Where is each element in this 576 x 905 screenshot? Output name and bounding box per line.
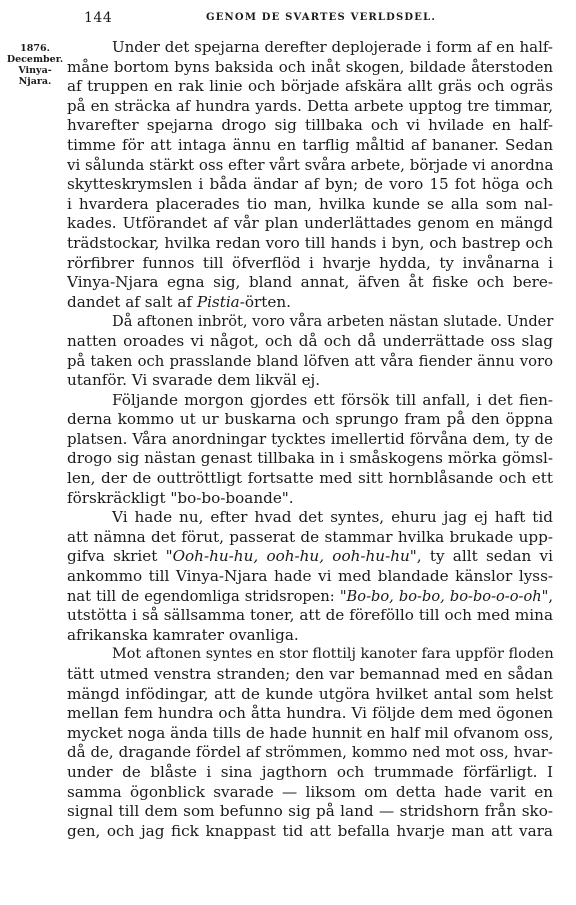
text-line: ankommo till Vinya-Njara hade vi med blandade känslor lyss- <box>67 567 553 586</box>
body-text <box>67 38 553 841</box>
text-line <box>67 587 553 607</box>
text-line <box>67 293 553 313</box>
text-line: under de blåste i sina jagthorn och trummade förfärligt. I <box>67 762 553 781</box>
text-line: Mot aftonen syntes en stor flottilj kanoter fara uppför floden <box>112 646 554 663</box>
text-line: Vi hade nu, efter hvad det syntes, ehuru jag ej haft tid <box>112 508 553 527</box>
text-line: natten oroades vi något, och då och då underrättade oss slag <box>67 331 553 350</box>
text-line: utstötta i så sällsamma toner, att de föreföllo till och med mina <box>67 606 553 625</box>
margin-note-month: December. <box>6 54 64 65</box>
text-line: signal till dem som befunno sig på land — stridshorn från sko- <box>67 802 553 821</box>
page-number: 144 <box>84 10 113 26</box>
text-line: Under det spejarna derefter deplojerade i form af en half- <box>112 38 553 56</box>
text-line: Då aftonen inbröt, voro våra arbeten nästan slutade. Under <box>112 313 554 331</box>
text-line: hvarefter spejarna drogo sig tillbaka och vi hvilade en half- <box>67 116 553 135</box>
text-line: len, der de outtröttligt fortsatte med sitt hornblåsande och ett <box>67 469 553 488</box>
text-line: gen, och jag fick knappast tid att befalla hvarje man att vara <box>67 821 553 840</box>
text-line: Vinya-Njara egna sig, bland annat, äfven åt fiske och bere- <box>67 273 553 292</box>
italic-segment: Pistia <box>196 292 240 311</box>
text-line: att nämna det förut, passerat de stammar hvilka brukade upp- <box>67 527 553 546</box>
text-line: i hvardera placerades tio man, hvilka kunde se alla som nal- <box>67 194 553 213</box>
text-line: rörfibrer funnos till öfverflöd i hvarje hydda, ty invånarna i <box>67 253 553 272</box>
running-title: GENOM DE SVARTES VERLDSDEL. <box>206 12 437 23</box>
text-line: af truppen en rak linie och började afskära allt gräs och ogräs <box>67 77 553 96</box>
text-segment: nat till de egendomliga stridsropen: <box>67 587 340 605</box>
text-line <box>67 547 553 567</box>
margin-note-place: Vinya- <box>18 65 52 76</box>
text-line: skytteskrymslen i båda ändar af byn; de voro 15 fot höga och <box>67 175 553 194</box>
text-line: vi sålunda stärkt oss efter vårt svåra arbete, började vi anordna <box>67 155 554 174</box>
text-line: samma ögonblick svarade — liksom om detta hade varit en <box>67 782 553 801</box>
margin-note-place-cont: Njara. <box>18 76 52 87</box>
text-line: mellan fem hundra och åtta hundra. Vi följde dem med ögonen <box>67 704 553 723</box>
text-line: förskräckligt "bo-bo-boande". <box>67 488 294 507</box>
margin-note <box>2 43 68 87</box>
text-line: tätt utmed venstra stranden; den var bemannad med en sådan <box>67 665 553 683</box>
text-line: mängd infödingar, att de kunde utgöra hvilket antal som helst <box>67 684 553 703</box>
text-line: utanför. Vi svarade dem likväl ej. <box>67 371 321 390</box>
margin-note-year: 1876. <box>20 43 50 54</box>
text-line: trädstockar, hvilka redan voro till hands i byn, och bastrep och <box>67 233 553 252</box>
text-line: kades. Utförandet af vår plan underlättades genom en mängd <box>67 214 553 233</box>
italic-segment: "Bo-bo, bo-bo, bo-bo-o-o-oh" <box>339 587 549 605</box>
text-line: måne bortom byns baksida och inåt skogen, bildade återstoden <box>67 57 553 76</box>
text-segment: gifva skriet <box>67 547 166 566</box>
text-segment: -örten. <box>239 292 291 311</box>
text-line: på taken och prasslande bland löfven att våra fiender ännu voro <box>67 352 553 370</box>
text-line: då de, dragande fördel af strömmen, kommo ned mot oss, hvar- <box>67 743 553 762</box>
text-line: Följande morgon gjordes ett försök till anfall, i det fien- <box>112 390 553 409</box>
text-line: drogo sig nästan genast tillbaka in i småskogens mörka gömsl- <box>67 449 553 468</box>
text-line: timme för att intaga ännu en tarflig måltid af bananer. Sedan <box>67 135 553 154</box>
text-line: platsen. Våra anordningar tycktes imellertid förvåna dem, ty de <box>67 429 553 448</box>
text-segment: , <box>548 587 553 605</box>
italic-segment: "Ooh-hu-hu, ooh-hu, ooh-hu-hu" <box>165 547 417 566</box>
text-segment: dandet af salt af <box>67 292 197 311</box>
text-line: mycket noga ända tills de hade hunnit en half mil ofvanom oss, <box>67 723 554 742</box>
text-line: på en sträcka af hundra yards. Detta arbete upptog tre timmar, <box>67 96 553 115</box>
text-line: afrikanska kamrater ovanliga. <box>67 625 299 644</box>
text-line: derna kommo ut ur buskarna och sprungo fram på den öppna <box>67 410 553 429</box>
text-segment: , ty allt sedan vi <box>416 547 553 566</box>
